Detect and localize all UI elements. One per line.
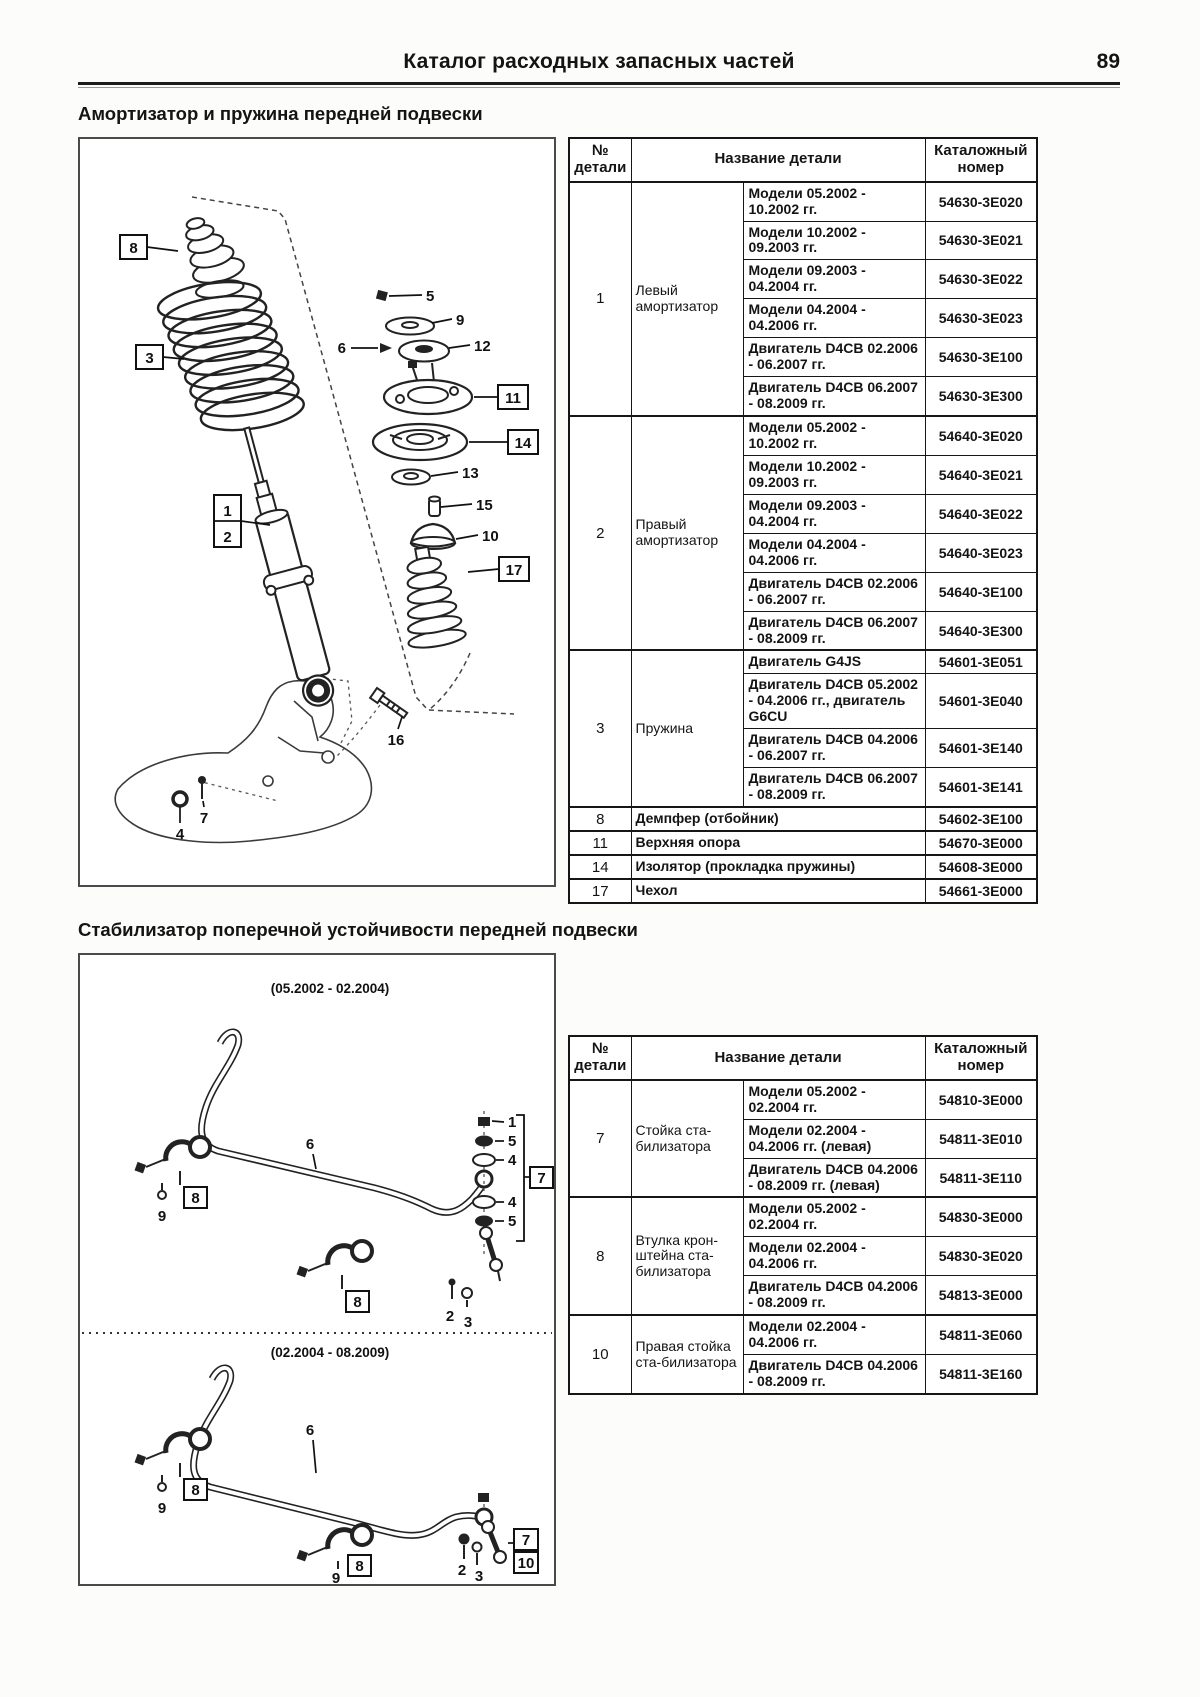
- svg-text:4: 4: [175, 826, 185, 843]
- catalog-number-cell: 54640-3E020: [925, 416, 1037, 455]
- part-name-cell: Пружина: [631, 650, 743, 807]
- svg-text:6: 6: [305, 1136, 315, 1154]
- svg-text:5: 5: [508, 1213, 517, 1231]
- part-no-cell: 2: [569, 416, 631, 650]
- callout-8: [184, 1479, 207, 1500]
- catalog-number-cell: 54830-3E020: [925, 1237, 1037, 1276]
- fastener-parts-2-3: [458, 1534, 483, 1585]
- table-row: [569, 1080, 1037, 1119]
- table-row: [569, 416, 1037, 455]
- callout-8: [348, 1555, 371, 1576]
- callout-17: [468, 557, 529, 581]
- stabilizer-link-part: [482, 1521, 506, 1563]
- catalog-number-cell: 54630-3E022: [925, 260, 1037, 299]
- cap-part-10: [411, 524, 499, 549]
- svg-text:4: 4: [508, 1194, 517, 1212]
- spring-seat-part: [373, 424, 467, 460]
- part-name-cell: Изолятор (прокладка пружины): [631, 855, 925, 879]
- section1-title: Амортизатор и пружина передней подвески: [78, 103, 483, 124]
- svg-text:16: 16: [387, 732, 405, 749]
- part-name-cell: Правая стойка ста-билизатора: [631, 1315, 743, 1394]
- variant-cell: Двигатель D4CB 02.2006 - 06.2007 гг.: [743, 572, 925, 611]
- svg-text:9: 9: [456, 312, 465, 329]
- stabilizer-diagram: [78, 953, 556, 1586]
- shock-absorber-part: [224, 422, 346, 712]
- svg-text:3: 3: [145, 350, 154, 367]
- catalog-number-cell: 54630-3E100: [925, 338, 1037, 377]
- part-name-cell: Левый амортизатор: [631, 182, 743, 416]
- washer-part-13: [392, 465, 479, 485]
- svg-text:2: 2: [223, 529, 232, 546]
- bushing-part-15: [429, 497, 493, 517]
- header-rule: [78, 82, 1120, 88]
- variant-cell: Двигатель D4CB 06.2007 - 08.2009 гг.: [743, 377, 925, 416]
- catalog-number-cell: 54608-3E000: [925, 855, 1037, 879]
- washer-part-12: [399, 338, 491, 362]
- callout-6: [306, 1136, 316, 1169]
- catalog-number-cell: 54811-3E160: [925, 1355, 1037, 1394]
- svg-text:8: 8: [191, 1190, 200, 1208]
- control-arm-part: [115, 677, 371, 842]
- catalog-number-cell: 54601-3E140: [925, 729, 1037, 768]
- svg-text:8: 8: [353, 1294, 362, 1312]
- stabilizer-link-part: [480, 1227, 502, 1281]
- top-mount-part: [384, 361, 472, 414]
- variant-cell: Модели 05.2002 - 02.2004 гг.: [743, 1197, 925, 1236]
- variant-cell: Двигатель G4JS: [743, 650, 925, 674]
- bushing-part-4: [173, 792, 187, 843]
- col-header-part-no: № детали: [569, 1036, 631, 1080]
- page-title: Каталог расходных запасных частей: [403, 50, 795, 73]
- catalog-number-cell: 54630-3E021: [925, 221, 1037, 260]
- svg-text:15: 15: [476, 497, 493, 514]
- variant-cell: Модели 09.2003 - 04.2004 гг.: [743, 494, 925, 533]
- col-header-part-name: Название детали: [631, 138, 925, 182]
- boot-part: [393, 543, 467, 651]
- svg-text:5: 5: [508, 1133, 517, 1151]
- variant-cell: Двигатель D4CB 04.2006 - 06.2007 гг.: [743, 729, 925, 768]
- catalog-number-cell: 54601-3E040: [925, 674, 1037, 729]
- variant-cell: Модели 10.2002 - 09.2003 гг.: [743, 455, 925, 494]
- svg-text:8: 8: [355, 1558, 364, 1576]
- svg-text:3: 3: [463, 1314, 473, 1332]
- callout-9: 9: [331, 1570, 341, 1585]
- suspension-diagram: [78, 137, 556, 887]
- svg-text:2: 2: [445, 1308, 455, 1326]
- part-name-cell: Чехол: [631, 879, 925, 903]
- assembly-dashed-line: [430, 653, 470, 709]
- variant-cell: Модели 10.2002 - 09.2003 гг.: [743, 221, 925, 260]
- bolt-part-16: [370, 688, 409, 749]
- part-no-cell: 14: [569, 855, 631, 879]
- callout-7-10: [508, 1529, 538, 1573]
- fastener-parts-2-3: [446, 1279, 472, 1332]
- callout-9: 9: [157, 1500, 167, 1518]
- part-no-cell: 11: [569, 831, 631, 855]
- table-row: [569, 855, 1037, 879]
- variant-cell: Двигатель D4CB 05.2002 - 04.2006 гг., двигатель G6CU: [743, 674, 925, 729]
- catalog-number-cell: 54602-3E100: [925, 807, 1037, 831]
- svg-text:8: 8: [191, 1482, 200, 1500]
- parts-table-stabilizer: [568, 1035, 1038, 1395]
- stabilizer-diagram-svg: [80, 955, 554, 1584]
- bracket-bushing-part: [297, 1241, 372, 1289]
- section2-body: [78, 953, 1120, 1586]
- catalog-number-cell: 54640-3E300: [925, 611, 1037, 650]
- suspension-diagram-svg: [80, 139, 554, 885]
- catalog-number-cell: 54630-3E300: [925, 377, 1037, 416]
- part-no-cell: 3: [569, 650, 631, 807]
- callout-3: [136, 345, 184, 369]
- variant-cell: Модели 04.2004 - 04.2006 гг.: [743, 533, 925, 572]
- stabilizer-bar-part-bottom: [194, 1368, 492, 1535]
- table-row: [569, 1315, 1037, 1354]
- table-row: [569, 182, 1037, 221]
- catalog-number-cell: 54670-3E000: [925, 831, 1037, 855]
- table-header-row: [569, 1036, 1037, 1080]
- bump-stop-part: [180, 210, 247, 288]
- svg-text:17: 17: [505, 562, 523, 579]
- part-name-cell: Верхняя опора: [631, 831, 925, 855]
- table-row: [569, 1197, 1037, 1236]
- part-name-cell: Стойка ста-билизатора: [631, 1080, 743, 1198]
- part-no-cell: 1: [569, 182, 631, 416]
- catalog-number-cell: 54630-3E020: [925, 182, 1037, 221]
- coil-spring-part: [155, 271, 306, 440]
- catalog-number-cell: 54640-3E100: [925, 572, 1037, 611]
- page-header: [78, 50, 1120, 79]
- part-no-cell: 17: [569, 879, 631, 903]
- svg-text:13: 13: [462, 465, 479, 482]
- callout-14: [469, 430, 538, 454]
- part-no-cell: 8: [569, 1197, 631, 1315]
- section2-table-col: [568, 1035, 1038, 1395]
- svg-text:10: 10: [482, 528, 499, 545]
- col-header-part-no: № детали: [569, 138, 631, 182]
- table-row: [569, 807, 1037, 831]
- catalog-number-cell: 54811-3E110: [925, 1158, 1037, 1197]
- svg-text:10: 10: [517, 1555, 535, 1573]
- section2-title: Стабилизатор поперечной устойчивости передней подвески: [78, 919, 638, 941]
- callout-8: [184, 1187, 207, 1208]
- catalog-number-cell: 54830-3E000: [925, 1197, 1037, 1236]
- variant-cell: Двигатель D4CB 04.2006 - 08.2009 гг.: [743, 1355, 925, 1394]
- catalog-number-cell: 54640-3E021: [925, 455, 1037, 494]
- catalog-number-cell: 54630-3E023: [925, 299, 1037, 338]
- part-name-cell: Правый амортизатор: [631, 416, 743, 650]
- catalog-number-cell: 54640-3E022: [925, 494, 1037, 533]
- variant-cell: Модели 02.2004 - 04.2006 гг. (левая): [743, 1119, 925, 1158]
- svg-text:8: 8: [129, 240, 138, 257]
- callout-8: [346, 1291, 369, 1312]
- part-name-cell: Втулка крон-штейна ста-билизатора: [631, 1197, 743, 1315]
- clip-part-6: [338, 340, 392, 357]
- table-header-row: [569, 138, 1037, 182]
- col-header-catalog-number: Каталожный номер: [925, 1036, 1037, 1080]
- svg-text:14: 14: [514, 435, 532, 452]
- variant-cell: Двигатель D4CB 04.2006 - 08.2009 гг. (левая): [743, 1158, 925, 1197]
- svg-text:1: 1: [508, 1114, 517, 1132]
- period-label-top: (05.2002 - 02.2004): [270, 981, 390, 997]
- part-no-cell: 10: [569, 1315, 631, 1394]
- period-label-bottom: (02.2004 - 08.2009): [270, 1345, 390, 1361]
- catalog-number-cell: 54810-3E000: [925, 1080, 1037, 1119]
- variant-cell: Модели 09.2003 - 04.2004 гг.: [743, 260, 925, 299]
- part-no-cell: 7: [569, 1080, 631, 1198]
- svg-text:7: 7: [521, 1532, 531, 1550]
- callout-7: [516, 1115, 553, 1241]
- svg-text:6: 6: [305, 1422, 315, 1440]
- catalog-number-cell: 54811-3E010: [925, 1119, 1037, 1158]
- catalog-number-cell: 54601-3E051: [925, 650, 1037, 674]
- stabilizer-bar-part-top: [202, 1032, 492, 1212]
- table-row: [569, 879, 1037, 903]
- svg-text:6: 6: [337, 340, 346, 357]
- variant-cell: Двигатель D4CB 02.2006 - 06.2007 гг.: [743, 338, 925, 377]
- col-header-catalog-number: Каталожный номер: [925, 138, 1037, 182]
- svg-text:11: 11: [505, 390, 521, 407]
- parts-table-suspension: [568, 137, 1038, 904]
- variant-cell: Двигатель D4CB 06.2007 - 08.2009 гг.: [743, 611, 925, 650]
- variant-cell: Модели 02.2004 - 04.2006 гг.: [743, 1315, 925, 1354]
- variant-cell: Модели 04.2004 - 04.2006 гг.: [743, 299, 925, 338]
- callout-8: [120, 235, 178, 259]
- callout-11: [474, 385, 528, 409]
- svg-text:7: 7: [537, 1170, 546, 1188]
- variant-cell: Модели 05.2002 - 10.2002 гг.: [743, 182, 925, 221]
- part-name-cell: Демпфер (отбойник): [631, 807, 925, 831]
- washer-part-9: [386, 312, 464, 335]
- callout-6: [306, 1422, 316, 1473]
- variant-cell: Модели 05.2002 - 10.2002 гг.: [743, 416, 925, 455]
- variant-cell: Двигатель D4CB 06.2007 - 08.2009 гг.: [743, 768, 925, 807]
- catalog-number-cell: 54811-3E060: [925, 1315, 1037, 1354]
- page-number: 89: [1096, 50, 1120, 73]
- svg-text:2: 2: [457, 1562, 467, 1580]
- variant-cell: Модели 05.2002 - 02.2004 гг.: [743, 1080, 925, 1119]
- svg-text:1: 1: [223, 503, 232, 520]
- section1-table-col: [568, 137, 1038, 904]
- part-no-cell: 8: [569, 807, 631, 831]
- catalog-number-cell: 54640-3E023: [925, 533, 1037, 572]
- catalog-number-cell: 54601-3E141: [925, 768, 1037, 807]
- col-header-part-name: Название детали: [631, 1036, 925, 1080]
- svg-text:12: 12: [474, 338, 491, 355]
- section1-body: [78, 137, 1120, 904]
- nut-part-5: [376, 288, 434, 305]
- variant-cell: Модели 02.2004 - 04.2006 гг.: [743, 1237, 925, 1276]
- catalog-number-cell: 54661-3E000: [925, 879, 1037, 903]
- table-row: [569, 831, 1037, 855]
- assembly-dashed-line: [336, 705, 380, 757]
- callout-9: 9: [157, 1208, 167, 1226]
- variant-cell: Двигатель D4CB 04.2006 - 08.2009 гг.: [743, 1276, 925, 1315]
- svg-text:5: 5: [426, 288, 435, 305]
- svg-text:4: 4: [508, 1152, 517, 1170]
- table-row: [569, 650, 1037, 674]
- svg-text:3: 3: [474, 1568, 484, 1585]
- catalog-number-cell: 54813-3E000: [925, 1276, 1037, 1315]
- svg-text:7: 7: [199, 810, 209, 827]
